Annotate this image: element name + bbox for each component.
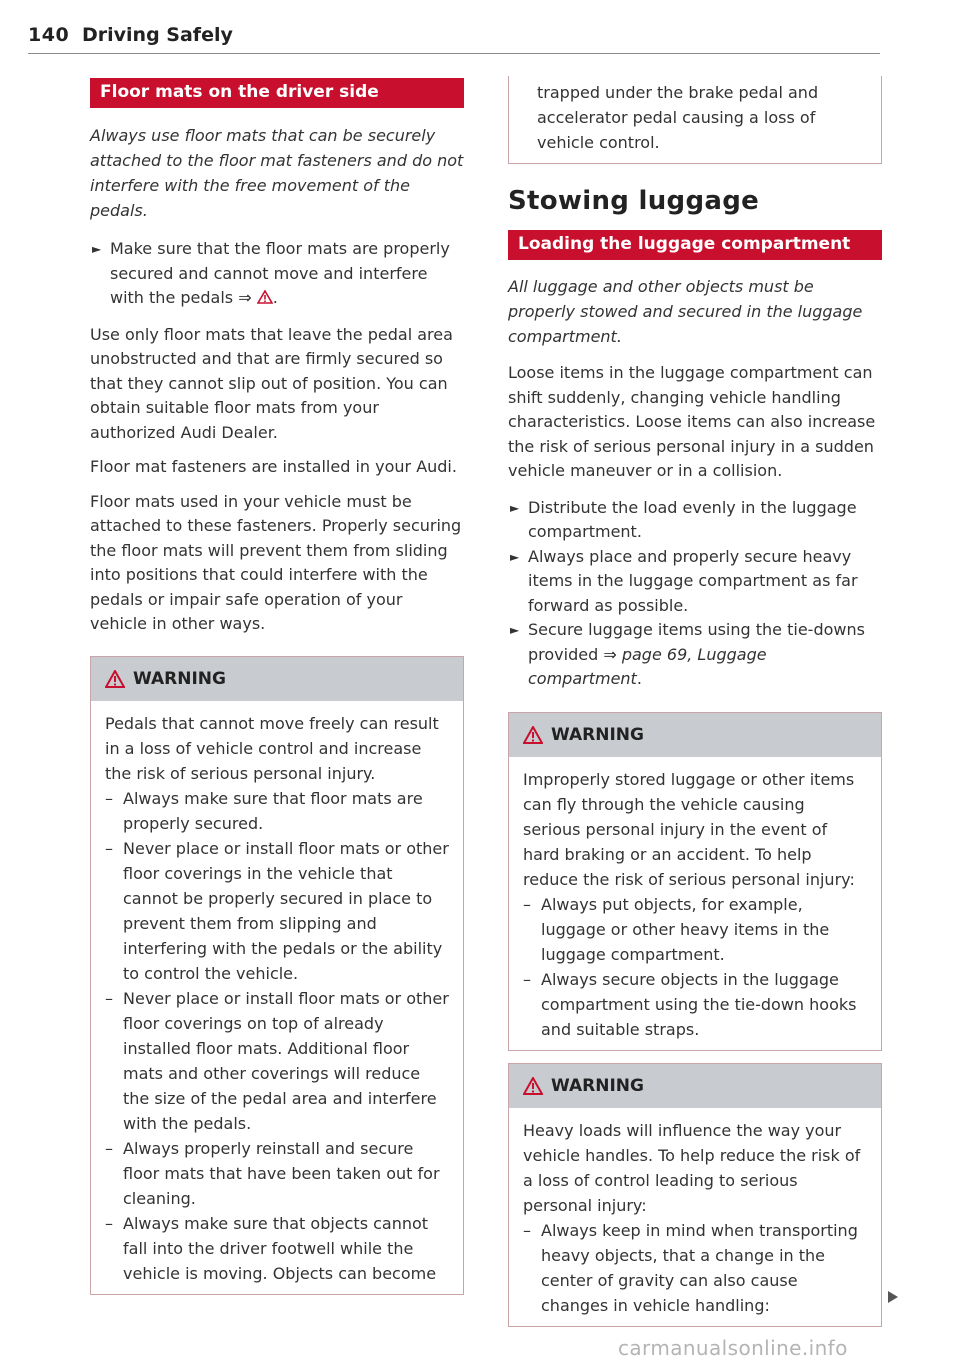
warning-box [508,1063,882,1327]
warning-item: – Always properly reinstall and secure floor mats that have been taken out for cleaning. [105,1138,440,1208]
warning-title: WARNING [133,668,226,689]
watermark: carmanualsonline.info [618,1336,848,1360]
section-lead: All luggage and other objects must be properly stowed and secured in the luggage compartment. [508,277,863,346]
warning-triangle-icon [105,670,125,688]
warning-header [509,1064,881,1108]
warning-body [91,701,463,1294]
paragraph: Floor mats used in your vehicle must be attached to these fasteners. Properly securing the floor mats will prevent them from sliding into positions that could interfere with the pedals or impair safe operation of your vehicle in other ways. [90,491,462,633]
warning-item: – Never place or install floor mats or other floor coverings on top of already installed floor mats. Additional floor mats and other coverings will reduce the size of the pedal area and interfere with the pedals. [105,988,449,1133]
bullet-triangle-icon: ► [510,623,520,637]
warning-intro: Heavy loads will influence the way your vehicle handles. To help reduce the risk of a loss of control leading to serious personal injury: [523,1120,861,1215]
paragraph: Loose items in the luggage compartment can shift suddenly, changing vehicle handling characteristics. Loose items can also increase the risk of serious personal injury in a sudden vehicle maneuver or in a collision. [508,363,876,480]
warning-triangle-icon [523,726,543,744]
chapter-heading: Stowing luggage [508,186,760,216]
warning-item: – Always put objects, for example, luggage or other heavy items in the luggage compartment. [523,894,830,964]
instruction-bullet: ► Secure luggage items using the tie-downs provided ⇒ page 69, Luggage compartment. [510,620,865,688]
paragraph: Floor mat fasteners are installed in your Audi. [90,457,457,476]
bullet-triangle-icon: ► [510,549,520,564]
instruction-bullet: ► Distribute the load evenly in the luggage compartment. [510,497,857,541]
warning-continuation: trapped under the brake pedal and accelerator pedal causing a loss of vehicle control. [508,76,882,164]
warning-title: WARNING [551,1075,644,1096]
section-lead: Always use floor mats that can be securely attached to the floor mat fasteners and do not interfere with the free movement of the pedals. [90,126,464,220]
warning-box [508,712,882,1051]
instruction-bullet: ► Always place and properly secure heavy items in the luggage compartment as far forward as possible. [510,546,858,615]
warning-item: – Always make sure that floor mats are properly secured. [105,788,423,833]
warning-box [90,656,464,1295]
instruction-bullet: ► Make sure that the floor mats are properly secured and cannot move and interfere with the pedals ⇒ . [92,239,450,307]
section-title-floor-mats: Floor mats on the driver side [90,78,464,108]
warning-item: – Always make sure that objects cannot fall into the driver footwell while the vehicle is moving. Objects can become [105,1213,437,1283]
warning-header [509,713,881,757]
warning-item: – Always keep in mind when transporting heavy objects, that a change in the center of gravity can also cause changes in vehicle handling: [523,1220,858,1315]
warning-item: – Never place or install floor mats or other floor coverings in the vehicle that cannot be properly secured in place to prevent them from slipping and interfering with the pedals or the ability to control the vehicle. [105,838,449,983]
section-title-luggage: Loading the luggage compartment [508,230,882,260]
warning-intro: Improperly stored luggage or other items can fly through the vehicle causing serious personal injury in the event of hard braking or an accident. To help reduce the risk of serious personal injury: [523,769,855,889]
cross-reference-arrow-icon: ⇒ [238,288,252,307]
warning-triangle-icon [523,1077,543,1095]
page-number: 140 [28,24,70,46]
warning-header [91,657,463,701]
bullet-triangle-icon: ► [510,500,520,515]
continue-arrow-icon [888,1291,898,1303]
left-column [90,78,464,1295]
warning-item: – Always secure objects in the luggage compartment using the tie-down hooks and suitable straps. [523,969,857,1039]
bullet-text: Make sure that the floor mats are properly secured and cannot move and interfere with the pedals [110,239,450,307]
cross-reference-link[interactable]: ⇒ page 69, Luggage compartment [528,644,767,688]
right-column [508,76,882,1327]
page-header [28,24,880,54]
bullet-triangle-icon: ► [92,242,102,256]
warning-intro: Pedals that cannot move freely can result in a loss of vehicle control and increase the risk of serious personal injury. [105,713,439,783]
warning-title: WARNING [551,724,644,745]
warning-body [509,757,881,1050]
warning-body [509,1108,881,1326]
paragraph: Use only floor mats that leave the pedal area unobstructed and that are firmly secured so that they cannot slip out of position. You can obtain suitable floor mats from your authorized Audi Dealer. [90,324,453,442]
warning-symbol-icon [257,290,273,304]
chapter-title: Driving Safely [82,24,233,46]
